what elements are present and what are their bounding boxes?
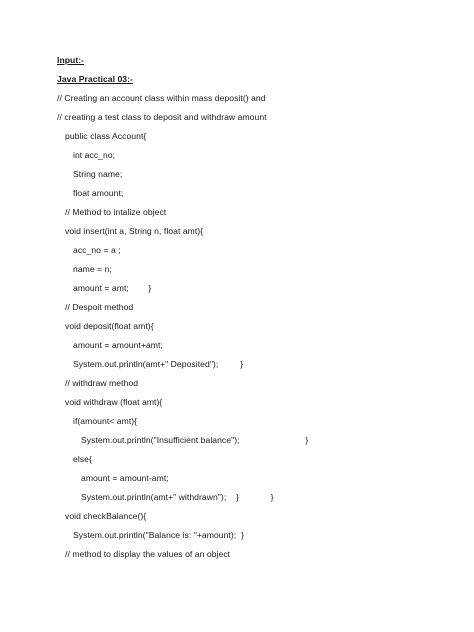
code-line: void withdraw (float amt){ bbox=[65, 397, 163, 407]
code-line: acc_no = a ; bbox=[73, 245, 121, 255]
code-line: void deposit(float amt){ bbox=[65, 321, 154, 331]
code-line: // method to display the values of an object bbox=[65, 549, 231, 559]
code-line: void checkBalance(){ bbox=[65, 511, 147, 521]
heading-java-practical: Java Practical 03:- bbox=[57, 74, 133, 84]
code-line: // withdraw method bbox=[65, 378, 139, 388]
code-line: System.out.println("Insufficient balance"); } bbox=[81, 435, 309, 445]
code-line: public class Account{ bbox=[65, 131, 147, 141]
code-line: int acc_no; bbox=[73, 150, 116, 160]
code-line: amount = amount-amt; bbox=[81, 473, 169, 483]
code-line: // creating a test class to deposit and withdraw amount bbox=[57, 112, 267, 122]
code-line: System.out.println(amt+" withdrawn"); } } bbox=[81, 492, 274, 502]
code-line: void insert(int a, String n, float amt){ bbox=[65, 226, 204, 236]
code-line: amount = amt; } bbox=[73, 283, 152, 293]
code-line: else{ bbox=[73, 454, 92, 464]
code-line: System.out.println("Balance is: "+amount); } bbox=[73, 530, 244, 540]
heading-input: Input:- bbox=[57, 55, 85, 65]
code-line: name = n; bbox=[73, 264, 112, 274]
code-line: float amount; bbox=[73, 188, 124, 198]
code-line: amount = amount+amt; bbox=[73, 340, 163, 350]
code-line: if(amount< amt){ bbox=[73, 416, 138, 426]
code-line: String name; bbox=[73, 169, 123, 179]
code-line: System.out.println(amt+" Deposited"); } bbox=[73, 359, 244, 369]
code-line: // Despoit method bbox=[65, 302, 134, 312]
code-line: // Creating an account class within mass deposit() and bbox=[57, 93, 266, 103]
code-line: // Method to intalize object bbox=[65, 207, 167, 217]
